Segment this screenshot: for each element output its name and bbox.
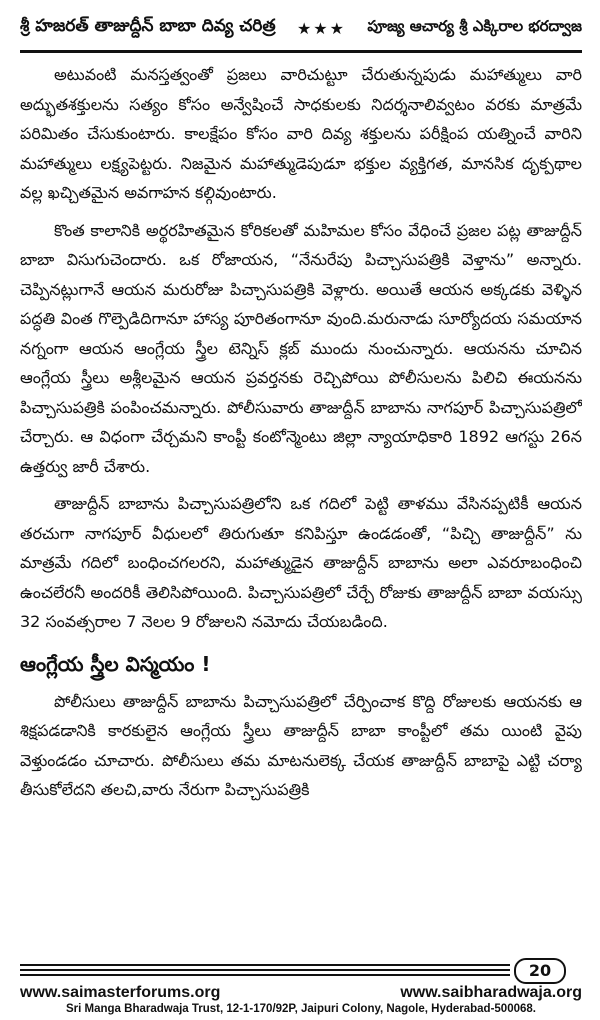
website-link-left[interactable]: www.saimasterforums.org [20, 984, 221, 1001]
publisher-address: Sri Manga Bharadwaja Trust, 12-1-170/92P, Jaipuri Colony, Nagole, Hyderabad-500068. [66, 1003, 536, 1015]
footer-rule [20, 964, 510, 966]
footer-rule [20, 969, 510, 971]
running-header [20, 8, 582, 48]
book-title: శ్రీ హజరత్ తాజుద్దీన్ బాబా దివ్య చరిత్ర [20, 16, 276, 36]
paragraph: కొంత కాలానికి అర్థరహితమైన కోరికలతో మహిమల కోసం వేధించే ప్రజల పట్ల తాజుద్దీన్ బాబా విసుగుచెందారు. ఒక రోజాయన, “నేనురేపు పిచ్చాసుపత్రికి వెళ్తాను” అన్నారు. చెప్పినట్లుగానే ఆయన మరురోజు పిచ్చాసుపత్రికి వెళ్లారు. అయితే ఆయన అక్కడకు వెళ్ళిన పద్ధతి వింత గొల్పెడిదిగానూ హాస్య పూరితంగానూ వుంది.మరునాడు సూర్యోదయ సమయాన నగ్నంగా ఆయన ఆంగ్లేయ స్త్రీల టెన్నిస్ క్లబ్ ముందు నుంచున్నారు. ఆయనను చూచిన ఆంగ్లేయ స్త్రీలు అశ్లీలమైన ఆయన ప్రవర్తనకు రెచ్చిపోయి పోలీసులను పిలిచి ఈయనను పిచ్చాసుపత్రికి పంపించమన్నారు. పోలీసువారు తాజుద్దీన్ బాబాను నాగపూర్ పిచ్చాసుపత్రిలో చేర్చారు. ఆ విధంగా చేర్చమని కాంప్టీ కంటోన్మెంటు జిల్లా న్యాయాధికారి 1892 ఆగస్టు 26న ఉత్తర్వు జారీ చేశారు. [20, 220, 582, 476]
paragraph: అటువంటి మనస్తత్వంతో ప్రజలు వారిచుట్టూ చేరుతున్నపుడు మహాత్ములు వారి అద్భుతశక్తులను సత్యం కోసం అన్వేషించే సాధకులకు నిదర్శనాలివ్వటం వరకు మాత్రమే పరిమితం చేసుకుంటారు. కాలక్షేపం కోసం వారి దివ్య శక్తులను పరీక్షింప యత్నించే వారిని మహాత్ములు లక్ష్యపెట్టరు. నిజమైన మహాత్ముడెపుడూ భక్తుల వ్యక్తిగత, మానసిక దృక్పథాల వల్ల ఖచ్చితమైన అవగాహన కల్గివుంటారు. [20, 65, 582, 202]
header-rule [20, 50, 582, 53]
website-link-right[interactable]: www.saibharadwaja.org [400, 984, 582, 1001]
author-name: పూజ్య ఆచార్య శ్రీ ఎక్కిరాల భరద్వాజ [367, 17, 582, 35]
page-number: 20 [514, 958, 566, 984]
section-heading: ఆంగ్లేయ స్త్రీల విస్మయం ! [20, 651, 211, 676]
footer-websites [20, 984, 582, 1002]
paragraph: తాజుద్దీన్ బాబాను పిచ్చాసుపత్రిలోని ఒక గదిలో పెట్టి తాళము వేసినప్పటికీ ఆయన తరచుగా నాగపూర్ వీధులలో తిరుగుతూ కనిపిస్తూ ఉండడంతో, “పిచ్చి తాజుద్దీన్” ను మాత్రమే గదిలో బంధించగలరని, మహాత్ముడైన తాజుద్దీన్ బాబాను అలా ఎవరూబంధించి ఉంచలేరనీ అందరికీ తెలిసిపోయింది. పిచ్చాసుపత్రిలో చేర్చే రోజుకు తాజుద్దీన్ బాబా వయస్సు 32 సంవత్సరాల 7 నెలల 9 రోజులని నమోదు చేయబడింది. [20, 494, 582, 631]
paragraph: పోలీసులు తాజుద్దీన్ బాబాను పిచ్చాసుపత్రిలో చేర్పించాక కొద్ది రోజులకు ఆయనకు ఆ శిక్షపడడానికి కారకులైన ఆంగ్లేయ స్త్రీలు తాజుద్దీన్ బాబా కాంప్టీలో తమ యింటి వైపు వెళ్తుండడం చూచారు. పోలీసులు తమ మాటనులెక్క చేయక తాజుద్దీన్ బాబాపై ఎట్టి చర్యా తీసుకోలేదని తలచి,వారు నేరుగా పిచ్చాసుపత్రికి [20, 691, 582, 799]
header-stars: ★★★ [296, 18, 346, 38]
body-text [20, 60, 582, 940]
footer-rule [20, 974, 510, 976]
footer-rules [20, 964, 510, 979]
